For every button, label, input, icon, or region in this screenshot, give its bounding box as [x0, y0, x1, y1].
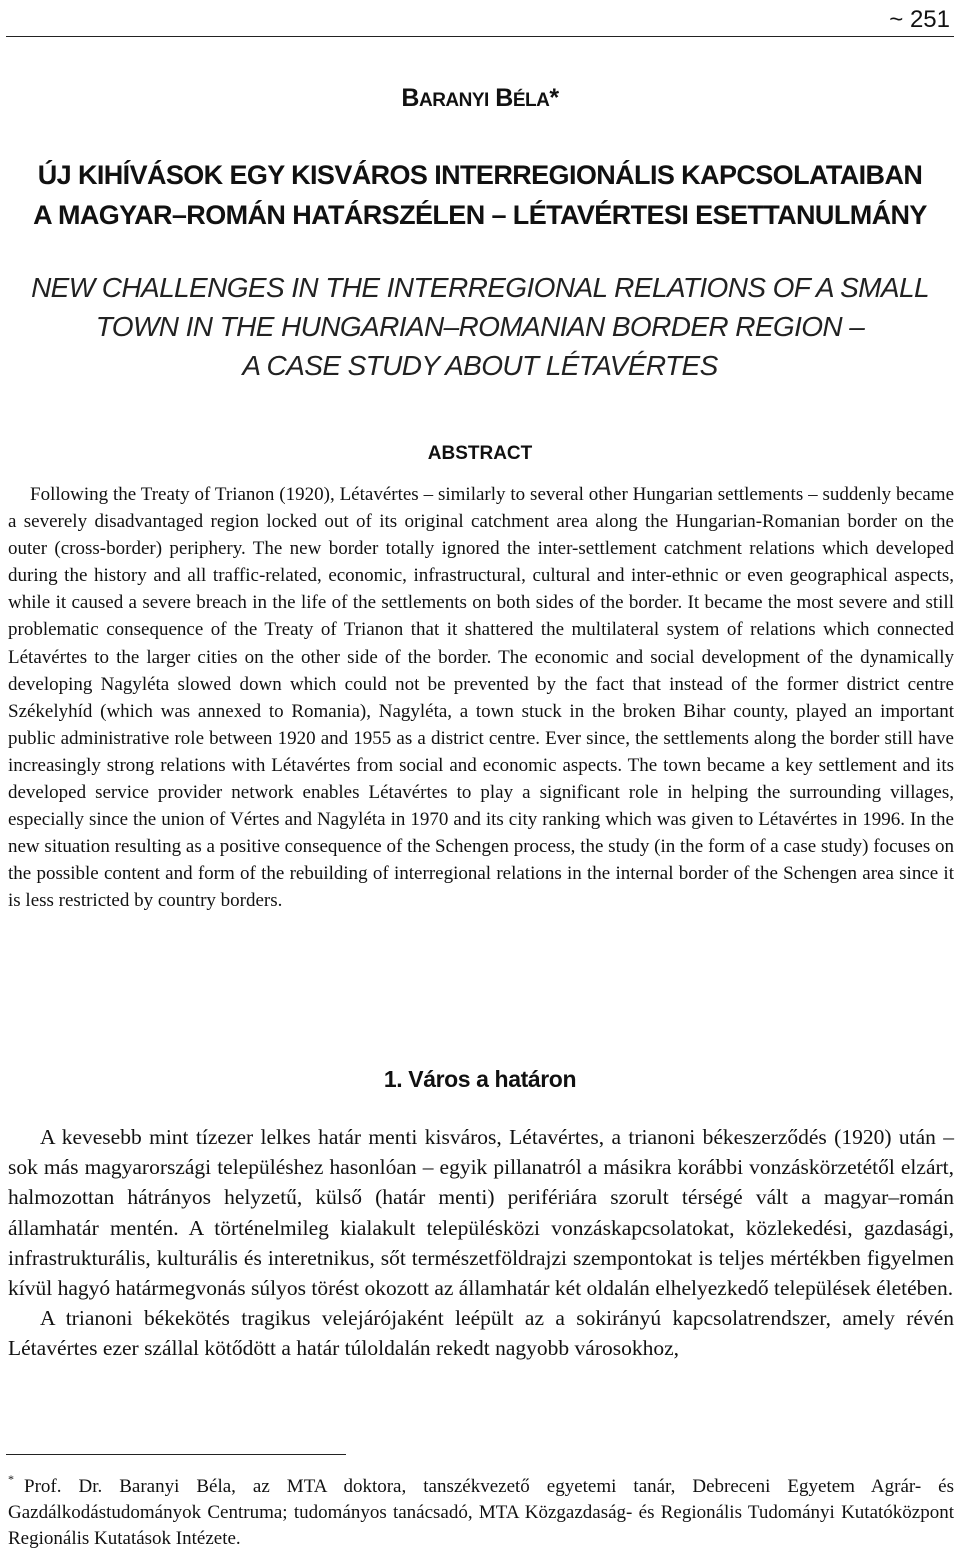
footnote: [8, 1466, 954, 1552]
title-english: [6, 268, 954, 385]
title-english-line: TOWN IN THE HUNGARIAN–ROMANIAN BORDER REGION –: [95, 311, 865, 342]
author-surname-rest: ARANYI: [418, 90, 489, 111]
abstract-heading: ABSTRACT: [427, 443, 533, 464]
author-given-rest: ÉLA: [512, 90, 550, 111]
section-body: [8, 1122, 954, 1364]
author-surname-initial: B: [401, 84, 419, 112]
title-english-line: A CASE STUDY ABOUT LÉTAVÉRTES: [242, 350, 718, 381]
footnote-rule: [6, 1454, 346, 1455]
abstract-paragraph: Following the Treaty of Trianon (1920), Létavértes – similarly to several other Hungarian settlements – suddenly became a severely disadvantaged region locked out of its original catchment area along the Hungarian-Romanian border on the outer (cross-border) periphery. The new border totally ignored the inter-settlement catchment relations which developed during the history and all traffic-related, economic, infrastructural, cultural and inter-ethnic or even geographical aspects, while it caused a severe breach in the life of the settlements on both sides of the border. It became the most severe and still problematic consequence of the Treaty of Trianon that it shattered the multilateral system of relations which connected Létavértes to the larger cities on the other side of the border. The economic and social development of the dynamically developing Nagyléta slowed down which could not be prevented by the fact that instead of the former district centre Székelyhíd (which was annexed to Romania), Nagyléta, a town stuck in the broken Bihar county, played an important public administrative role between 1920 and 1955 as a district centre. Ever since, the settlements along the border still have increasingly strong relations with Létavértes from social and economic aspects. The town became a key settlement and its developed service provider network enables Létavértes to play a significant role in helping the surrounding villages, especially since the union of Vértes and Nagyléta in 1970 and its city ranking which was given to Létavértes in 1996. In the new situation resulting as a positive consequence of the Schengen process, the study (in the form of a case study) focuses on the possible content and form of the rebuilding of interregional relations in the internal border of the Schengen area since it is less restricted by country borders.: [8, 484, 954, 912]
author-footnote-marker: *: [549, 84, 559, 112]
body-paragraph: A kevesebb mint tízezer lelkes határ menti kisváros, Létavértes, a trianoni békeszerződés (1920) után – sok más magyarországi településhez hasonlóan – egyik pillanatról a másikra korábbi vonzáskörzetétől elzárt, halmozottan hátrányos helyzetű, külső (határ menti) perifériára szorult térségé vált a magyar–román államhatár mentén. A történelmileg kialakult településközi vonzáskapcsolatokat, közlekedési, gazdasági, infrastrukturális, kulturális és interetnikus, sőt természetföldrajzi szempontokat is teljes mértékben figyelmen kívül hagyó határmegvonás súlyos törést okozott az államhatár két oldalán elhelyezkedő települések életében.: [8, 1125, 954, 1301]
abstract-body: [8, 481, 954, 915]
footnote-text: Prof. Dr. Baranyi Béla, az MTA doktora, tanszékvezető egyetemi tanár, Debreceni Egyetem Agrár- és Gazdálkodástudományok Centruma; tudományos tanácsadó, MTA Közgazdaság- és Regionális Tudományi Kutatóközpont Regionális Kutatások Intézete.: [8, 1476, 954, 1549]
page-number: ~ 251: [889, 6, 950, 33]
title-english-line: NEW CHALLENGES IN THE INTERREGIONAL RELATIONS OF A SMALL: [31, 272, 929, 303]
author-given-initial: B: [495, 84, 513, 112]
footnote-marker: *: [8, 1472, 14, 1486]
section-heading: 1. Város a határon: [383, 1066, 577, 1092]
body-paragraph: A trianoni békekötés tragikus velejárójaként leépült az a sokirányú kapcsolatrendszer, amely révén Létavértes ezer szállal kötődött a határ túloldalán rekedt nagyobb városokhoz,: [8, 1306, 954, 1361]
author-name: [0, 84, 960, 113]
title-hungarian-line: A MAGYAR–ROMÁN HATÁRSZÉLEN – LÉTAVÉRTESI ESETTANULMÁNY: [33, 200, 927, 230]
title-hungarian: [6, 155, 954, 235]
title-hungarian-line: ÚJ KIHÍVÁSOK EGY KISVÁROS INTERREGIONÁLIS KAPCSOLATAIBAN: [37, 160, 923, 190]
header-rule: [6, 36, 954, 37]
